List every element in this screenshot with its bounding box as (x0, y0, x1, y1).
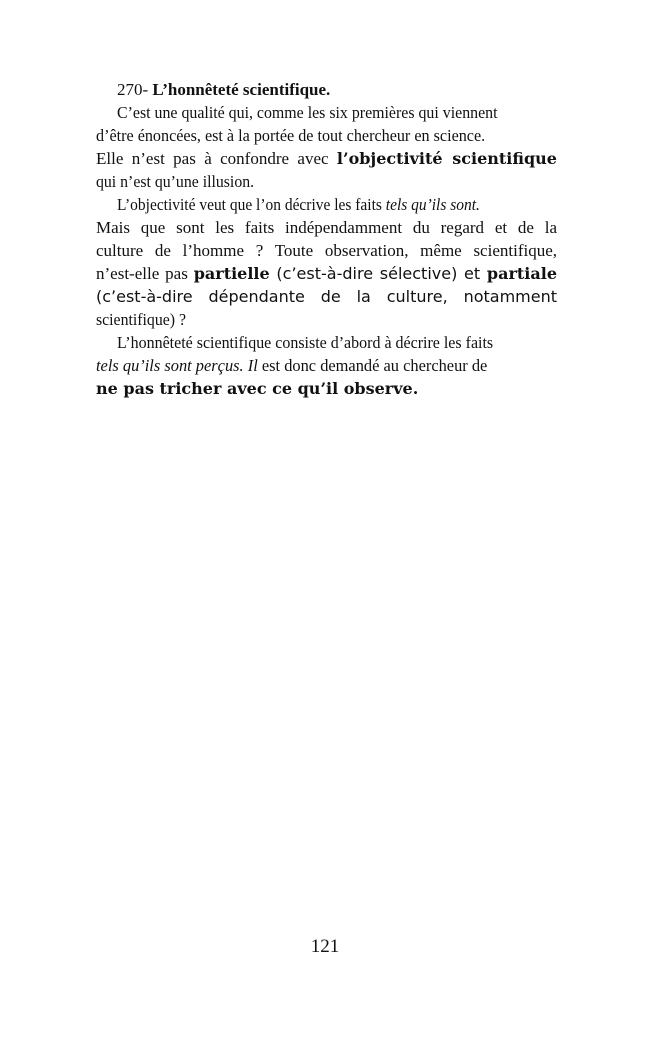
bold-term-partiale: partiale (486, 264, 557, 283)
bold-term-objectivite: l’objectivité scientifique (336, 149, 557, 168)
paragraph-3-line-1: L’honnêteté scientifique consiste d’abord à décrire les faits (117, 333, 494, 352)
paragraph-2-line-3: culture de l’homme ? Toute observation, même scientifique, (96, 241, 557, 260)
paragraph-2-line-1: L’objectivité veut que l’on décrive les faits tels qu’ils sont. (117, 195, 480, 214)
paragraph-3-line-2: tels qu’ils sont perçus. Il est donc demandé au chercheur de (96, 356, 488, 375)
paragraph-3-line-3 (96, 377, 557, 400)
section-heading (96, 78, 557, 101)
italic-phrase: tels qu’ils sont. (385, 195, 480, 214)
paragraph-2-line-5: (c’est-à-dire dépendante de la culture, notamment (96, 287, 557, 306)
italic-phrase: tels qu’ils sont perçus. Il (96, 356, 258, 375)
paragraph-1-line-4: qui n’est qu’une illusion. (96, 172, 255, 191)
section-number: 270- (117, 80, 149, 99)
paragraph-2-line-2: Mais que sont les faits indépendamment du regard et de la (96, 218, 557, 237)
bold-term-partielle: partielle (193, 264, 270, 283)
paragraph-2-line-6: scientifique) ? (96, 310, 186, 329)
bold-closing-phrase: ne pas tricher avec ce qu’il observe. (96, 379, 419, 398)
paragraph-1-line-2: d’être énoncées, est à la portée de tout chercheur en science. (96, 126, 486, 145)
paragraph-2-line-4: n’est-elle pas partielle (c’est-à-dire sélective) et partiale (96, 264, 557, 283)
paragraph-1-line-3: Elle n’est pas à confondre avec l’objectivité scientifique (96, 149, 557, 168)
page-body (96, 78, 557, 400)
section-title: L’honnêteté scientifique. (152, 80, 331, 99)
paragraph-1-line-1: C’est une qualité qui, comme les six premières qui viennent (117, 103, 498, 122)
page-number: 121 (310, 936, 340, 957)
